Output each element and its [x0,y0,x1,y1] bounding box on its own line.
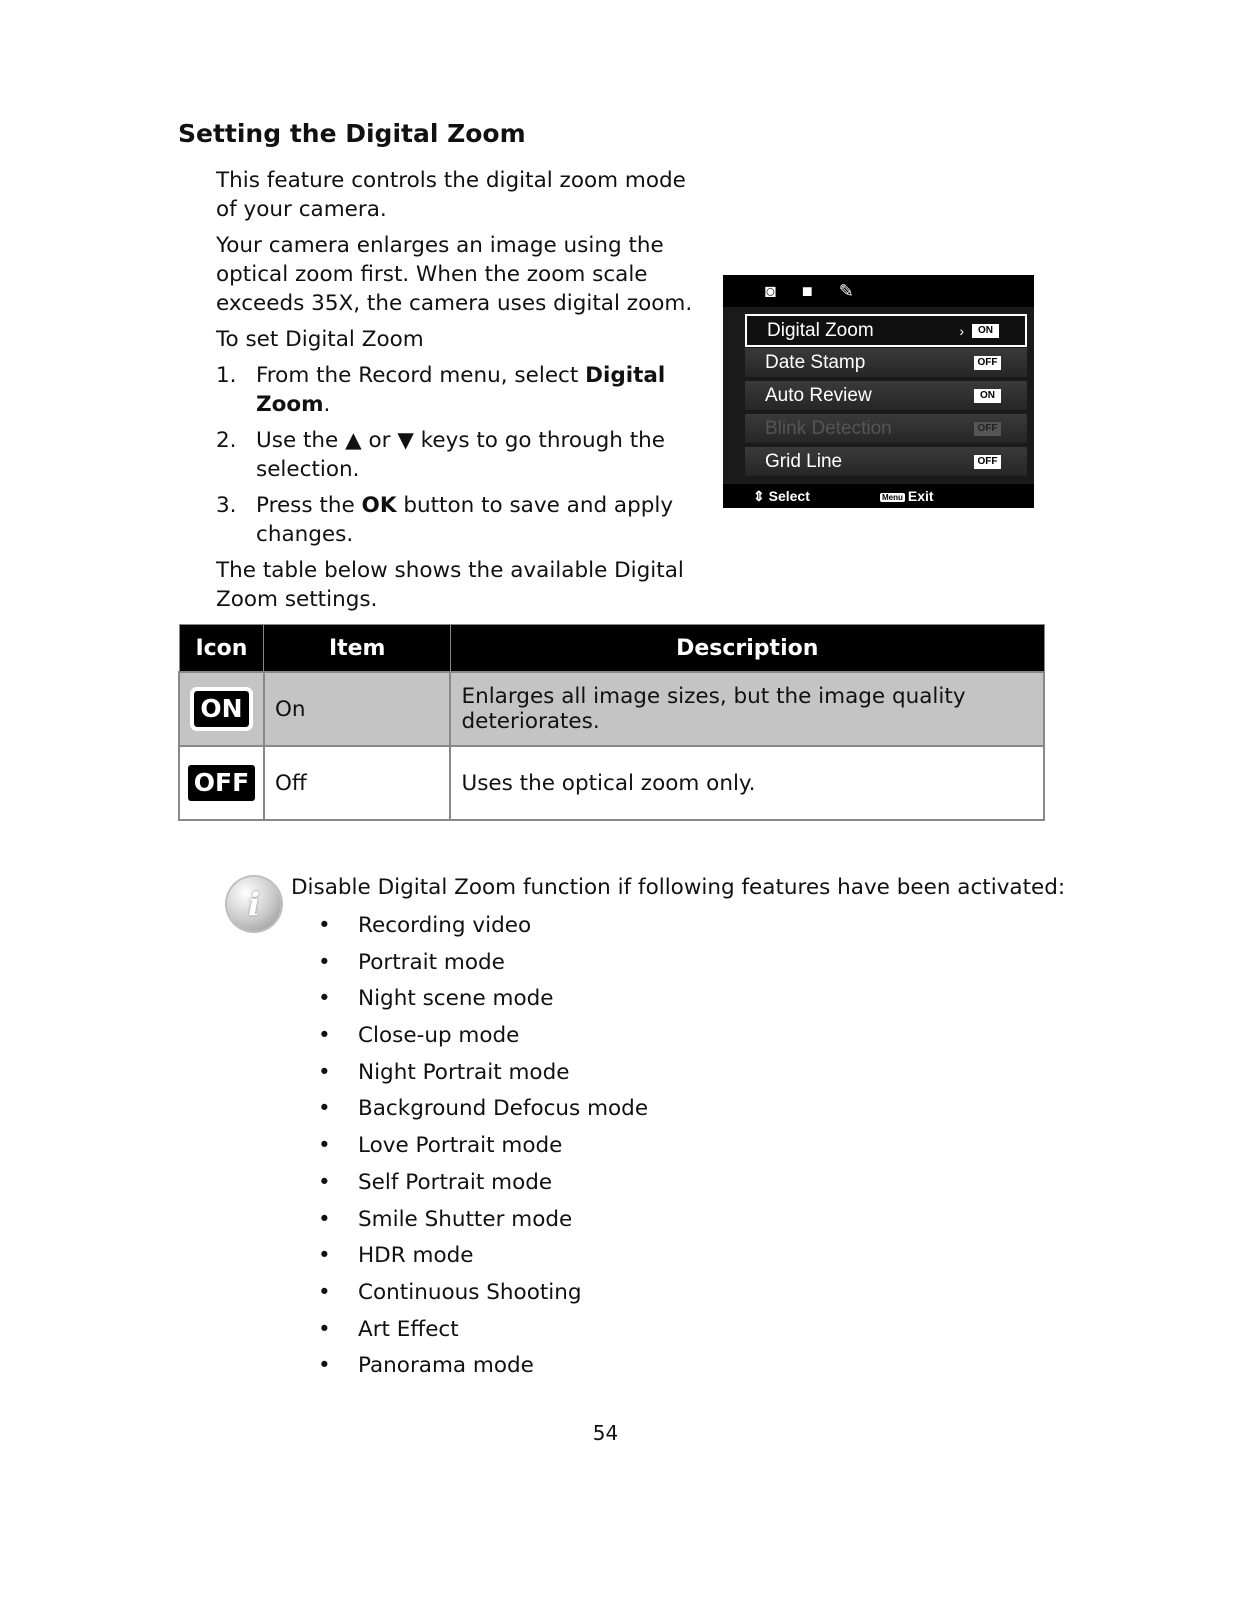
step-item [216,491,711,549]
camera-menu-row [745,314,1027,347]
intro-paragraph: Your camera enlarges an image using the optical zoom first. When the zoom scale exceeds 35X, the camera uses digital zoom. [216,233,693,316]
intro-paragraph: To set Digital Zoom [216,327,424,352]
table-cell-item: On [264,672,451,746]
select-hint-label: Select [768,488,810,504]
table-header-row [179,625,1044,673]
menu-row-value: OFF [974,356,1001,370]
updown-arrow-icon: ⇕ [753,488,765,504]
list-item: • Night Portrait mode [318,1058,648,1095]
step-text: . [323,392,331,417]
note-text: Disable Digital Zoom function if following features have been activated: [291,875,1066,900]
step-bold: Digital Zoom [256,363,666,417]
list-item: • Continuous Shooting [318,1278,648,1315]
camera-menu-row [745,447,1027,476]
step-number: 2. [216,428,237,453]
table-cell-description: Enlarges all image sizes, but the image quality deteriorates. [450,672,1044,746]
camera-menu-row [745,348,1027,377]
camera-menu-tabs [723,275,1034,307]
camera-icon: ◙ [765,280,776,301]
menu-row-value: ON [974,389,1001,403]
menu-row-label: Date Stamp [765,351,866,373]
list-item: • HDR mode [318,1241,648,1278]
camera-menu-row [745,414,1027,443]
menu-row-value: OFF [974,422,1001,436]
table-row [179,672,1044,746]
list-item: • Art Effect [318,1315,648,1352]
list-item: • Recording video [318,911,648,948]
table-row [179,746,1044,820]
exit-hint [880,488,934,504]
intro-paragraph: This feature controls the digital zoom mode of your camera. [216,168,686,222]
menu-key-icon: Menu [882,492,903,502]
menu-row-label: Auto Review [765,384,872,406]
table-cell-description: Uses the optical zoom only. [450,746,1044,820]
camera-menu-footer [723,484,1034,508]
disabled-features-list [318,911,648,1388]
intro-paragraph: The table below shows the available Digital Zoom settings. [216,558,684,612]
menu-row-label: Digital Zoom [767,319,874,341]
step-bold: OK [361,493,397,518]
list-item: • Background Defocus mode [318,1094,648,1131]
step-number: 3. [216,493,237,518]
menu-row-label: Grid Line [765,450,843,472]
camera-menu-row [745,381,1027,410]
step-text: Use the ▲ or ▼ keys to go through the selection. [256,428,666,482]
list-item: • Portrait mode [318,948,648,985]
menu-row-label: Blink Detection [765,417,892,439]
menu-row-value: ON [972,324,999,338]
step-text: From the Record menu, select [256,363,586,388]
table-cell-item: Off [264,746,451,820]
list-item: • Panorama mode [318,1351,648,1388]
wrench-icon: ✎ [838,280,854,301]
intro-section [216,166,711,621]
table-header: Icon [179,625,264,673]
step-number: 1. [216,363,237,388]
table-header: Item [264,625,451,673]
select-hint [753,488,810,505]
page-title: Setting the Digital Zoom [178,119,526,148]
exit-hint-label: Exit [907,488,934,504]
step-text: Press the [256,493,362,518]
info-icon: i [227,877,281,931]
step-item [216,361,711,419]
chevron-right-icon: › [959,322,964,339]
list-item: • Love Portrait mode [318,1131,648,1168]
list-item: • Self Portrait mode [318,1168,648,1205]
video-camera-icon: ■ [801,280,813,301]
camera-menu-screenshot [723,275,1034,508]
off-badge-icon: OFF [188,765,255,801]
table-cell-icon [179,672,264,746]
table-cell-icon [179,746,264,820]
list-item: • Night scene mode [318,984,648,1021]
step-item [216,426,711,484]
zoom-settings-table [178,624,1045,821]
steps-list [216,361,711,549]
list-item: • Close-up mode [318,1021,648,1058]
on-badge-icon: ON [194,691,248,727]
list-item: • Smile Shutter mode [318,1205,648,1242]
menu-row-value: OFF [974,455,1001,469]
step-text: button to save and apply changes. [256,493,674,547]
page-number: 54 [592,1421,619,1445]
table-header: Description [450,625,1044,673]
